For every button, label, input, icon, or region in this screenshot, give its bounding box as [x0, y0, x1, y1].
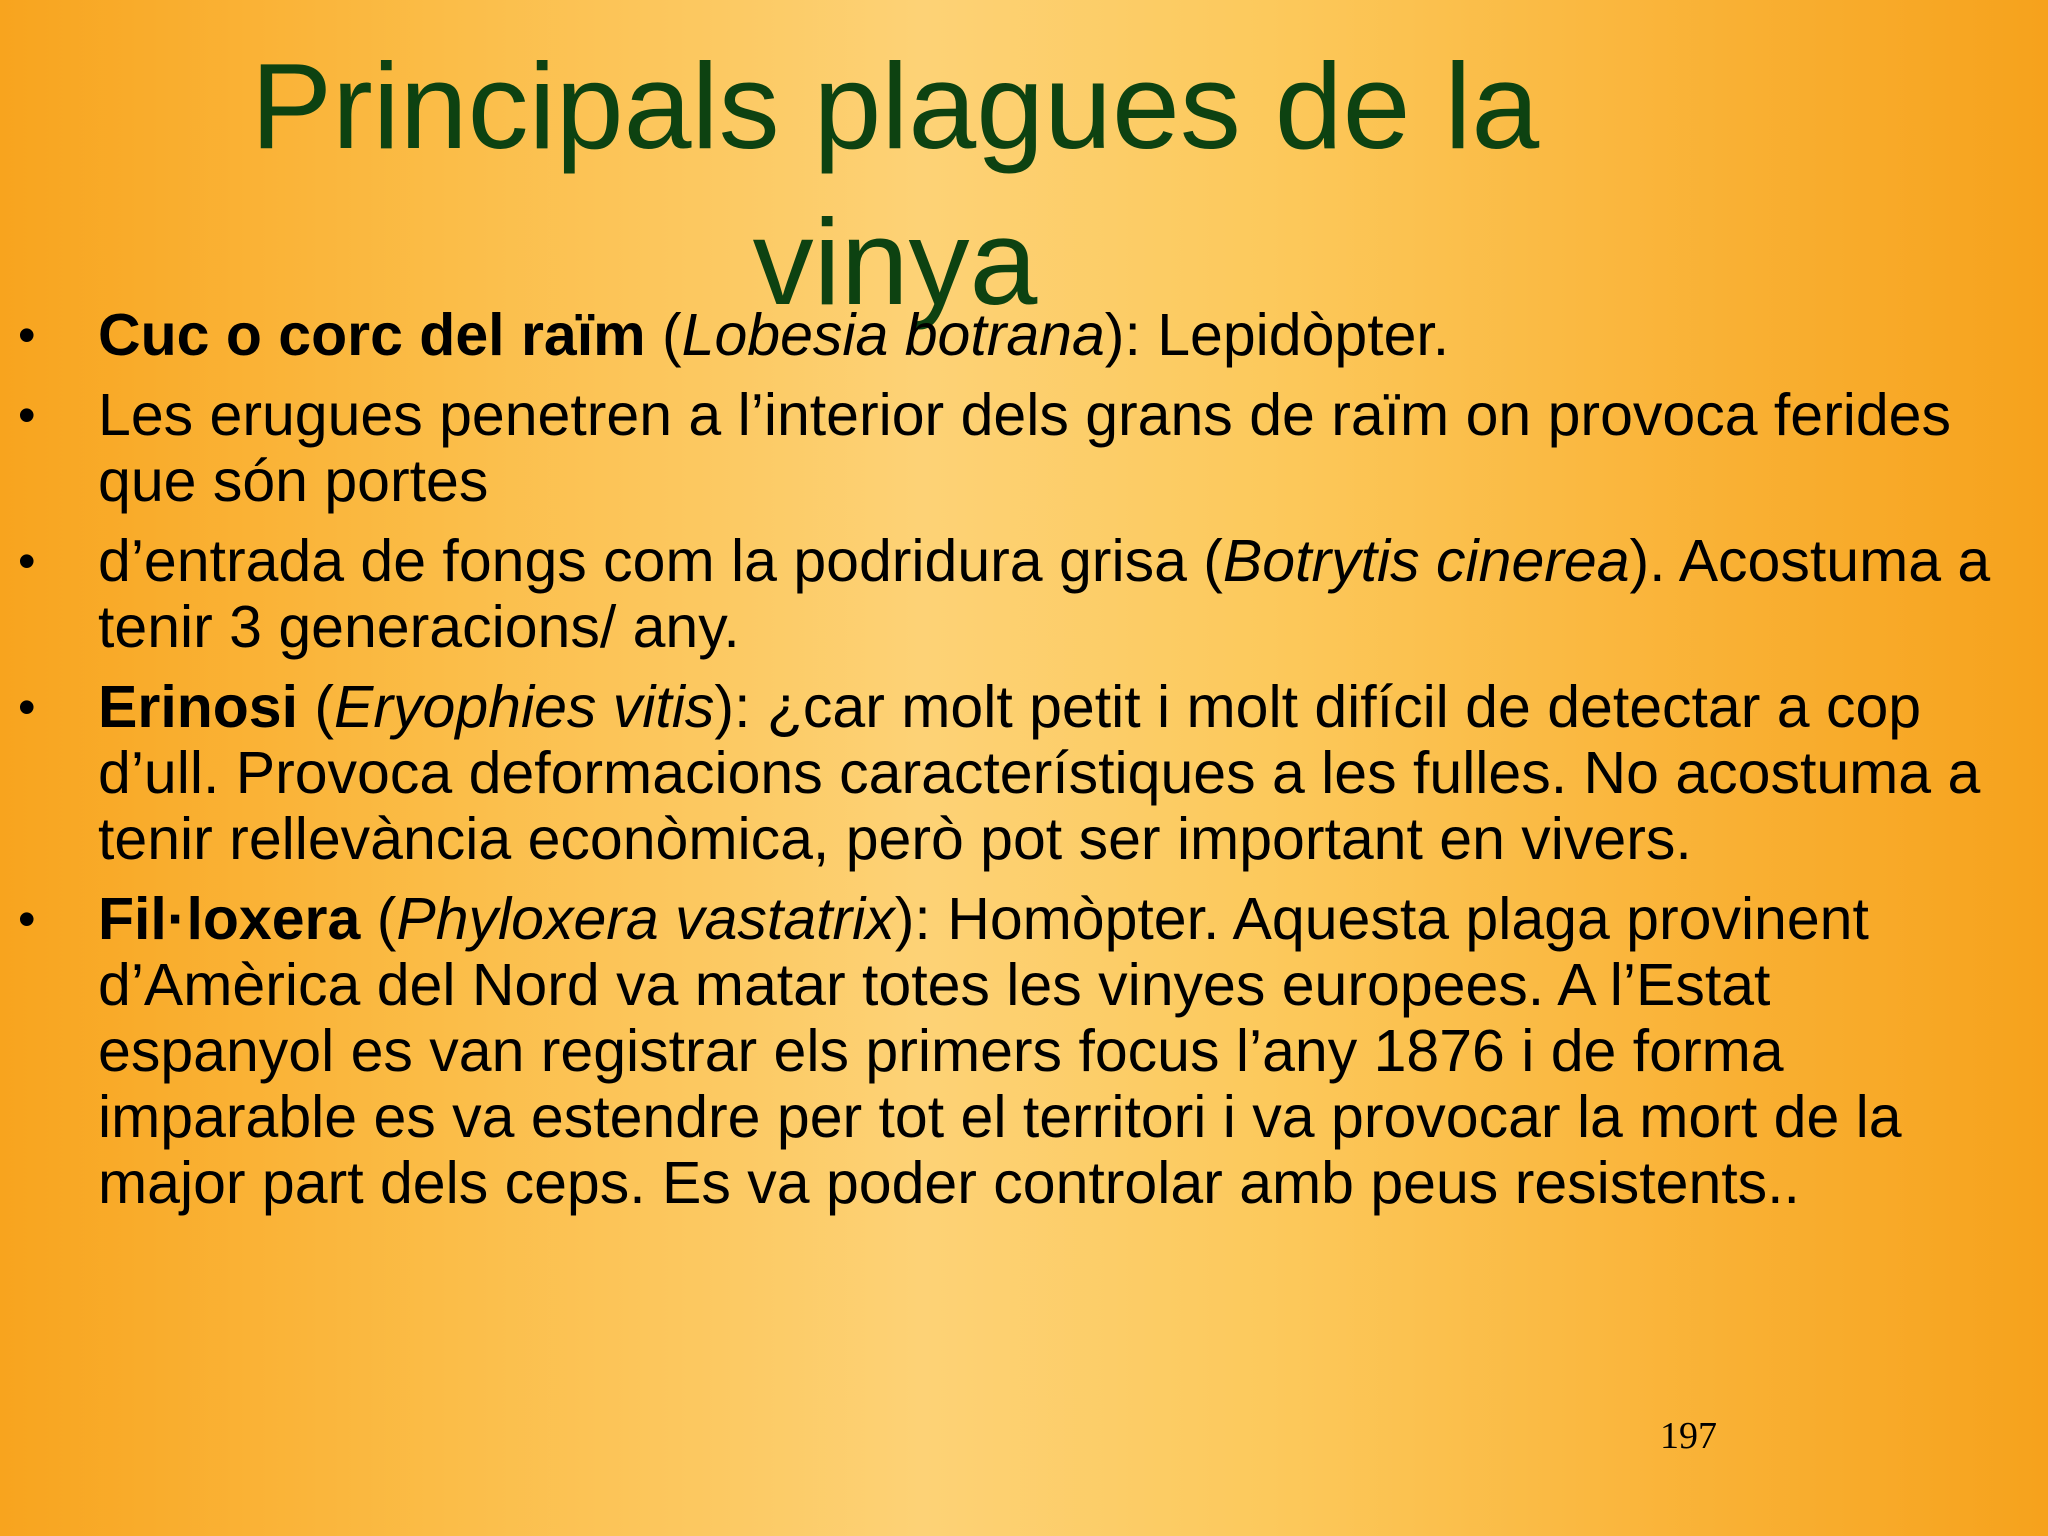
bullet-dot-icon: • [18, 679, 36, 735]
bullet-dot-icon: • [18, 533, 36, 589]
bullet-text: ): Lepidòpter. [1104, 302, 1450, 368]
slide-title-line1: Principals plagues de la [250, 38, 1540, 174]
bullet-text: Les erugues penetren a l’interior dels grans de raïm on provoca ferides que són portes [98, 382, 1951, 514]
species-name: Phyloxera vastatrix [396, 886, 895, 952]
pest-name: Erinosi [98, 674, 298, 740]
bullet-text: ). Acostuma a tenir 3 generacions/ any. [98, 528, 1991, 660]
bullet-item-filloxera [0, 886, 2000, 1216]
bullet-item-entrada [0, 528, 2000, 660]
pest-name: Fil·loxera [98, 886, 361, 952]
bullet-item-erinosi [0, 674, 2000, 872]
slide-title [0, 28, 1790, 340]
pest-name: Cuc o corc del raïm [98, 302, 646, 368]
bullet-dot-icon: • [18, 891, 36, 947]
bullet-item-cuc [0, 302, 2000, 368]
slide-title-line2: vinya [752, 194, 1038, 330]
page-number: 197 [1660, 1415, 1717, 1457]
bullet-text: ( [645, 302, 682, 368]
species-name: Lobesia botrana [681, 302, 1105, 368]
bullet-text: ( [298, 674, 335, 740]
bullet-dot-icon: • [18, 307, 36, 363]
species-name: Botrytis cinerea [1222, 528, 1630, 594]
bullet-item-erugues [0, 382, 2000, 514]
bullet-text: d’entrada de fongs com la podridura grisa ( [98, 528, 1223, 594]
bullet-list [0, 302, 2000, 1230]
bullet-text: ): Homòpter. Aquesta plaga provinent d’Amèrica del Nord va matar totes les vinyes europees. A l’Estat espanyol es van registrar els primers focus l’any 1876 i de forma imparable es va estendre per tot el territori i va provocar la mort de la major part dels ceps. Es va poder controlar amb peus resistents.. [98, 886, 1902, 1216]
species-name: Eryophies vitis [334, 674, 715, 740]
bullet-text: ): ¿car molt petit i molt difícil de detectar a cop d’ull. Provoca deformacions característiques a les fulles. No acostuma a tenir rellevància econòmica, però pot ser important en vivers. [98, 674, 1981, 872]
bullet-text: ( [360, 886, 397, 952]
bullet-dot-icon: • [18, 387, 36, 443]
